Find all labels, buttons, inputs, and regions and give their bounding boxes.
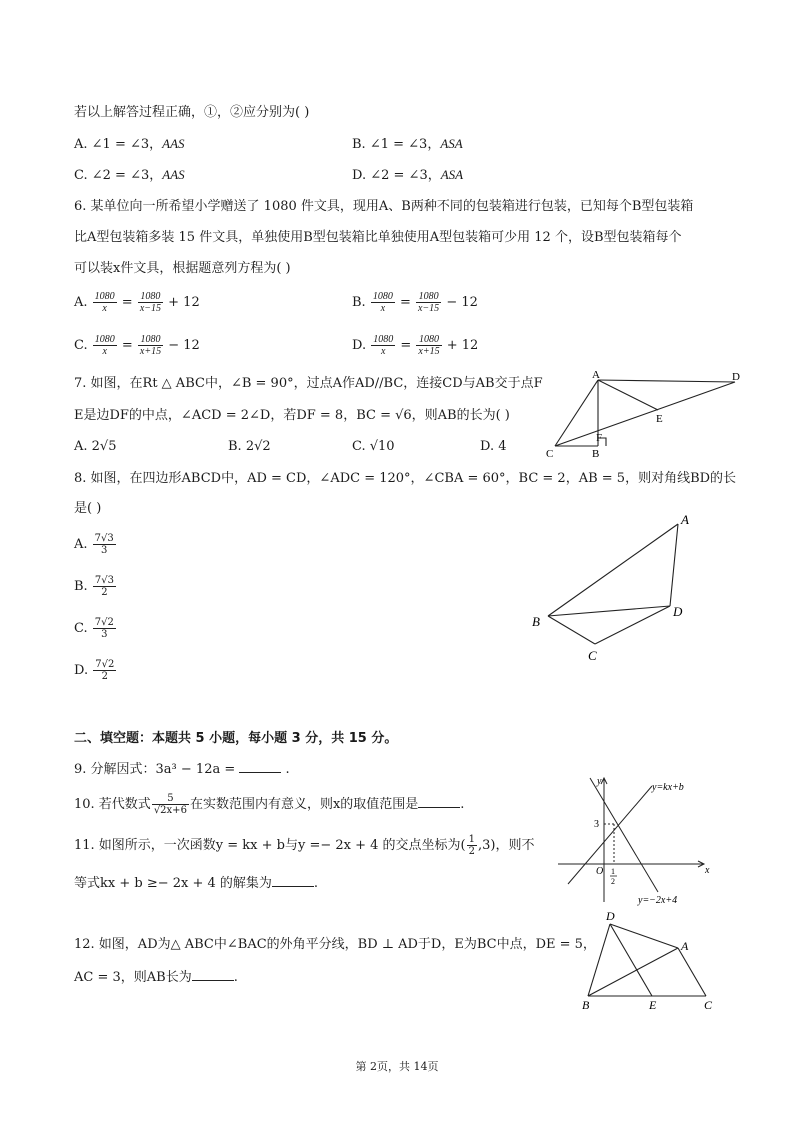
label-c: C — [588, 648, 597, 663]
label-d: D — [606, 909, 615, 923]
segment-ac — [678, 948, 706, 996]
q10-text: 10. 若代数式 — [74, 797, 151, 812]
fraction — [138, 291, 163, 314]
q12-text: AC = 3，则AB长为 — [74, 970, 192, 985]
fraction — [138, 334, 163, 357]
q7-option-a: A. 2√5 — [74, 439, 117, 454]
label-a: A — [681, 512, 689, 527]
option-label: A. — [74, 295, 92, 310]
q6-option-d: D. $\frac{1080}{x}$ = $\frac{1080}{x+15}$ + 12 — [352, 334, 479, 357]
q6-line-3: 可以装x件文具，根据题意列方程为( ) — [74, 261, 291, 276]
option-rule: AAS — [162, 167, 185, 182]
q8-line-1: 8. 如图，在四边形ABCD中，AD = CD，∠ADC = 120°，∠CBA = 60°，BC = 2，AB = 5，则对角线BD的长 — [74, 471, 737, 486]
q11-line-1 — [74, 833, 535, 859]
q6-option-a: A. $\frac{1080}{x}$ = $\frac{1080}{x-15}$ + 12 — [74, 291, 200, 314]
q5-option-c — [74, 166, 185, 185]
q11-line-2 — [74, 874, 318, 893]
q6-line-1: 6. 某单位向一所希望小学赠送了 1080 件文具，现用A、B两种不同的包装箱进行包装，已知每个B型包装箱 — [74, 199, 694, 214]
segment-ae — [598, 380, 658, 410]
tick-half-num: 1 — [611, 867, 615, 876]
numerator: 1 — [468, 834, 476, 845]
origin-label: O — [596, 866, 604, 877]
q5-option-b — [352, 135, 463, 154]
q8-option-c — [74, 616, 117, 642]
segment-ba — [588, 948, 678, 996]
option-label: D. — [74, 663, 93, 678]
q11-text-2: ,3)，则不 — [478, 838, 535, 853]
segment-ca — [555, 380, 598, 446]
option-rule: ASA — [440, 136, 463, 151]
numerator: 1080 — [416, 291, 441, 303]
label-e: E — [649, 998, 657, 1012]
segment-bd — [588, 924, 610, 996]
numerator: 7√2 — [94, 617, 114, 628]
numerator: 1080 — [94, 291, 115, 302]
segment-bd — [548, 606, 670, 616]
denominator: x−15 — [139, 303, 162, 314]
q6-line-2: 比A型包装箱多装 15 件文具，单独使用B型包装箱比单独使用A型包装箱可少用 12 个，设B型包装箱每个 — [74, 230, 682, 245]
q8-line-2: 是( ) — [74, 501, 102, 516]
fraction — [93, 575, 116, 598]
denominator: x — [380, 303, 386, 314]
denominator: x — [102, 303, 107, 314]
segment-da — [610, 924, 678, 948]
fraction — [416, 334, 441, 357]
fraction — [93, 659, 116, 682]
tick-3: 3 — [594, 819, 599, 830]
label-d: D — [732, 371, 740, 383]
fraction — [416, 291, 441, 314]
fraction — [93, 334, 117, 357]
segment-bc — [548, 616, 595, 644]
q12-line-2 — [74, 968, 238, 987]
option-label: A. — [74, 537, 92, 552]
numerator: 1080 — [94, 334, 115, 345]
option-tail: + 12 — [446, 338, 479, 353]
denominator: x+15 — [418, 346, 440, 357]
option-text: ∠1 = ∠3， — [91, 137, 163, 152]
q9 — [74, 760, 290, 779]
denominator: x — [381, 346, 386, 357]
q6-option-c: C. $\frac{1080}{x}$ = $\frac{1080}{x+15}$ − 12 — [74, 334, 200, 357]
label-a: A — [681, 939, 689, 953]
denominator: 3 — [101, 629, 108, 640]
segment-ad — [598, 380, 735, 382]
q8-option-b — [74, 574, 117, 600]
q5-stem: 若以上解答过程正确，①，②应分别为( ) — [74, 105, 310, 120]
q8-figure — [520, 508, 710, 668]
fraction — [93, 533, 116, 556]
q11-text-3: 等式kx + b ≥− 2x + 4 的解集为 — [74, 876, 272, 891]
option-label: A. — [74, 137, 92, 152]
label-c: C — [704, 998, 713, 1012]
label-b: B — [582, 998, 590, 1012]
line-label-neg2x-4: y=−2x+4 — [638, 895, 678, 906]
denominator: 2 — [101, 587, 108, 598]
q8-option-d — [74, 658, 117, 684]
option-text: ∠1 = ∠3， — [369, 137, 441, 152]
page-footer: 第 2页，共 14页 — [355, 1060, 439, 1073]
numerator: 1080 — [373, 334, 394, 345]
label-f: F — [596, 432, 603, 444]
option-tail: − 12 — [446, 295, 478, 310]
q7-line-2: E是边DF的中点，∠ACD = 2∠D，若DF = 8，BC = √6，则AB的长为( ) — [74, 408, 510, 423]
answer-blank[interactable] — [192, 968, 234, 981]
fraction — [371, 334, 395, 357]
q7-line-1: 7. 如图，在Rt △ ABC中，∠B = 90°，过点A作AD//BC，连接CD与AB交于点F — [74, 376, 543, 391]
denominator: 2 — [101, 671, 108, 682]
line-kx-b — [568, 786, 652, 884]
q11-end: . — [313, 876, 319, 891]
label-e: E — [656, 413, 663, 425]
segment-ba — [548, 524, 678, 616]
denominator: √2x+6 — [153, 805, 187, 816]
q7-option-b: B. 2√2 — [228, 439, 271, 454]
numerator: 1080 — [416, 334, 441, 346]
option-label: C. — [74, 338, 92, 353]
option-text: ∠2 = ∠3， — [91, 168, 163, 183]
label-c: C — [546, 448, 554, 460]
numerator: 7√3 — [94, 575, 114, 586]
q11-figure — [554, 772, 714, 908]
option-label: C. — [74, 168, 92, 183]
denominator: 3 — [101, 545, 108, 556]
option-label: D. — [352, 168, 371, 183]
option-label: C. — [74, 621, 92, 636]
q7-figure — [540, 368, 750, 460]
numerator: 7√3 — [94, 533, 114, 544]
q12-end: . — [233, 970, 238, 985]
denominator: x−15 — [418, 303, 440, 314]
numerator: 1080 — [372, 291, 393, 302]
q12-line-1: 12. 如图，AD为△ ABC中∠BAC的外角平分线，BD ⊥ AD于D，E为BC中点，DE = 5， — [74, 937, 596, 952]
label-a: A — [592, 369, 600, 381]
denominator: x+15 — [139, 346, 162, 357]
label-b: B — [592, 448, 600, 460]
fraction — [152, 793, 189, 816]
q6-option-b: B. $\frac{1080}{x}$ = $\frac{1080}{x-15}$ − 12 — [352, 291, 478, 314]
answer-blank[interactable] — [418, 795, 460, 808]
option-label: B. — [352, 137, 370, 152]
segment-de — [610, 924, 652, 996]
numerator: 7√2 — [95, 659, 115, 670]
tick-half-den: 2 — [611, 877, 615, 886]
q7-option-c: C. √10 — [352, 439, 395, 454]
q8-option-a — [74, 532, 117, 558]
option-label: B. — [74, 579, 92, 594]
line-label-kx-b: y=kx+b — [652, 782, 684, 793]
option-tail: + 12 — [168, 295, 200, 310]
option-rule: AAS — [162, 136, 185, 151]
label-d: D — [673, 604, 683, 619]
fraction — [467, 834, 477, 857]
q9-text: 9. 分解因式：3a³ − 12a = — [74, 762, 240, 777]
option-label: D. — [352, 338, 371, 353]
fraction — [93, 617, 116, 640]
answer-blank[interactable] — [272, 874, 314, 887]
option-label: B. — [352, 295, 370, 310]
q9-end: . — [281, 762, 290, 777]
answer-blank[interactable] — [239, 760, 281, 773]
label-b: B — [532, 614, 540, 629]
option-tail: − 12 — [168, 338, 200, 353]
numerator: 5 — [152, 793, 189, 805]
q10 — [74, 792, 464, 818]
q10-text-2: 在实数范围内有意义，则x的取值范围是 — [189, 797, 419, 812]
denominator: 2 — [468, 846, 476, 857]
y-label: y — [597, 776, 602, 787]
q11-text: 11. 如图所示，一次函数y = kx + b与y =− 2x + 4 的交点坐标为( — [74, 838, 466, 853]
q10-end: . — [460, 797, 465, 812]
option-rule: ASA — [440, 167, 464, 182]
section-title: 二、填空题：本题共 5 小题，每小题 3 分，共 15 分。 — [74, 731, 398, 746]
segment-cd — [555, 382, 735, 446]
q5-option-a — [74, 135, 185, 154]
q5-option-d — [352, 166, 463, 185]
fraction — [93, 291, 117, 314]
segment-ad — [670, 524, 678, 606]
q7-option-d: D. 4 — [480, 439, 507, 454]
x-label: x — [705, 865, 710, 876]
numerator: 1080 — [138, 291, 163, 303]
fraction — [371, 291, 395, 314]
q12-figure — [574, 908, 724, 1014]
denominator: x — [102, 346, 107, 357]
numerator: 1080 — [138, 334, 163, 346]
option-text: ∠2 = ∠3， — [370, 168, 441, 183]
